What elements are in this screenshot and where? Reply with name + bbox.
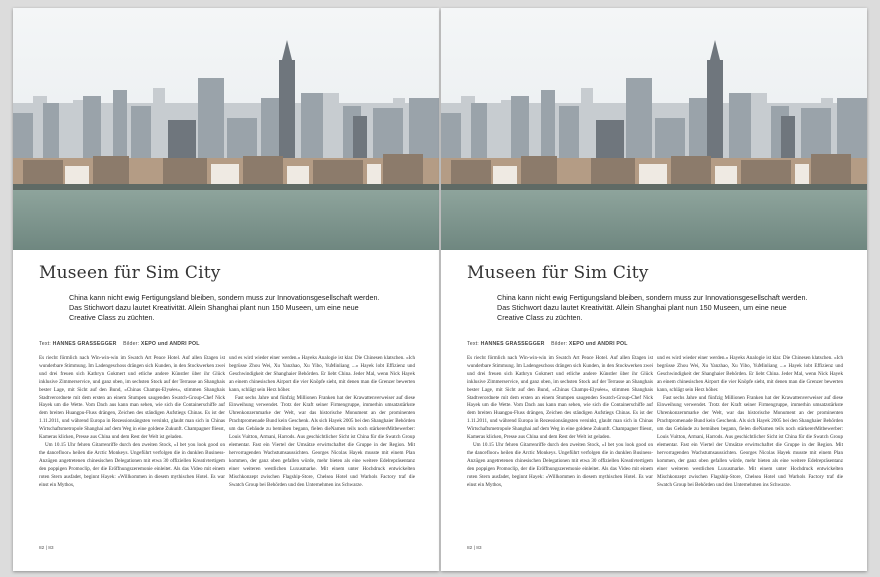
body-paragraph: Um 10.15 Uhr fehren Gitarrenriffe durch den zweiten Stock, «I bet you look good on the dancefloor» heilen die Arctic Monkeys. Ungeführt verfolgen die in dunklen Business-Anzügen angetretenen chinesischen Delegationen mit etwa 30 offiziellen Kreativtertigem den poppigen Promoclip, der die Eröffnungszeremonie einleitet. Als das Video mit einem roten Stern ausfadet, beginnt Hayek: «Willkommen in diesem mythischen Hotel. Es war einst ein Mythos,: [467, 441, 653, 488]
image-credit-label: Bilder:: [551, 341, 568, 347]
shanghai-skyline-photo: [13, 8, 439, 250]
shanghai-skyline-photo: [441, 8, 867, 250]
article-lead: China kann nicht ewig Fertigungsland bleiben, sondern muss zur Innovationsgesellschaft werden. Das Stichwort dazu lautet Kreativität. Allein Shanghai plant nun 150 Museen, um eine neue Creative Class zu züchten.: [69, 293, 380, 322]
text-credit-label: Text:: [467, 341, 479, 347]
article-title: Museen für Sim City: [467, 263, 649, 283]
body-column-2: [229, 355, 415, 533]
page-folio: 82 | 83: [467, 546, 482, 551]
page-folio: 82 | 83: [39, 546, 54, 551]
body-paragraph: Fast sechs Jahre und fünfzig Millionen Franken hat der Krawattenverweiser auf diese Einweihung verwendet. Trotz der Kraft seiner Firmengruppe, immerhin umsatzstärkste Uhrenkonzernmarke der Welt, war das historische Monument an der prominenten Prachtpromenade Bund kein Geschenk. Als sich Hayek 2005 bei den Shanghaier Behörden um das Gebäude zu bemühen begann, fielen dieNamen teils noch stärkererMitbewerber: Louis Vuitton, Armani, Harrods. Aus geschichtlicher Sicht ist China für die Swatch Group elementar. Fast ein Viertel der Umsätze erwirtschaftet die Gruppe in der Region. Mit hervorragenden Wachstumsaussichten. Georges Nicolas Hayek musste mit einem Plan kommen, der ganz oben gefallen würde, mehr bieten als eine weitere Edelrepräsentanz einer weiteren westlichen Luxusmarke. Mit einem unter Hochdruck entwickelten Mischkonzept zwischen Flagship-Store, Chelsea Hotel und Warhols Factory traf die Swatch Group bei Behörden und den Unternehmen ins Schwarze.: [657, 394, 843, 488]
body-paragraph: Fast sechs Jahre und fünfzig Millionen Franken hat der Krawattenverweiser auf diese Einweihung verwendet. Trotz der Kraft seiner Firmengruppe, immerhin umsatzstärkste Uhrenkonzernmarke der Welt, war das historische Monument an der prominenten Prachtpromenade Bund kein Geschenk. Als sich Hayek 2005 bei den Shanghaier Behörden um das Gebäude zu bemühen begann, fielen dieNamen teils noch stärkererMitbewerber: Louis Vuitton, Armani, Harrods. Aus geschichtlicher Sicht ist China für die Swatch Group elementar. Fast ein Viertel der Umsätze erwirtschaftet die Gruppe in der Region. Mit hervorragenden Wachstumsaussichten. Georges Nicolas Hayek musste mit einem Plan kommen, der ganz oben gefallen würde, mehr bieten als eine weitere Edelrepräsentanz einer weiteren westlichen Luxusmarke. Mit einem unter Hochdruck entwickelten Mischkonzept zwischen Flagship-Store, Chelsea Hotel und Warhols Factory traf die Swatch Group bei Behörden und den Unternehmen ins Schwarze.: [229, 394, 415, 488]
body-column-2: [657, 355, 843, 533]
image-credit-label: Bilder:: [123, 341, 140, 347]
body-paragraph: Es riecht förmlich nach Win-win-win im Swatch Art Peace Hotel. Auf allen Etagen ist wunderbare Stimmung. Im Ladengeschoss drängen sich Kunden, in den Stockwerken zwei und drei freuen sich Kathryn Gokmert und etliche andere Künstler über ihr Glück inklusive Zimmerservice, und ganz oben, im sechsten Stock auf der Terrasse an Shanghais bester Lage, mit Sicht auf den Bund, «Chinas Champs-Elysées», stimmen Shanghais Stadtverordnete mit dem ersten an einem Stumpen saugenden Swatch-Group-Chef Nick Hayek um die Wette. Vom Dach aus kann man sehen, wie sich die Containerschiffe auf dem breiten Huangpu-Fluss drängen, Zeichen des ständigen Aufstiegs Chinas. Es ist der 1.11.2011, und während Europa in Rezessionsängsten versinkt, glaubt man sich in Chinas Wirtschaftsmetropole Shanghai auf dem Weg in eine goldene Zukunft. Champagner fliesst, Kameras klicken, Presse aus China und dem Rest der Welt ist geladen.: [39, 355, 225, 441]
body-column-1: [467, 355, 653, 533]
article-credits: [467, 341, 628, 347]
body-column-1: [39, 355, 225, 533]
image-credit-author: XEPO und ANDRI POL: [140, 341, 200, 347]
text-credit-author: HANNES GRASSEGGER: [480, 341, 545, 347]
article-title: Museen für Sim City: [39, 263, 221, 283]
text-credit-label: Text:: [39, 341, 51, 347]
body-paragraph: und es wird wieder einer werden.» Hayeks Analogie ist klar. Die Chinesen klatschen. «Ich begrüsse Zhou Wei, Xu Yanzhao, Xu Yibo, YuMinliang ...» Hayek lobt Effizienz und Geschwindigkeit der Shanghaier Behörden. Er liebt China. Jeder Mal, wenn Nick Hayek an einem chinesischen Airport die vier Knöpfe sieht, mit denen man die Grenzer bewerten kann, schlägt sein Herz höher.: [229, 355, 415, 393]
body-paragraph: Es riecht förmlich nach Win-win-win im Swatch Art Peace Hotel. Auf allen Etagen ist wunderbare Stimmung. Im Ladengeschoss drängen sich Kunden, in den Stockwerken zwei und drei freuen sich Kathryn Gokmert und etliche andere Künstler über ihr Glück inklusive Zimmerservice, und ganz oben, im sechsten Stock auf der Terrasse an Shanghais bester Lage, mit Sicht auf den Bund, «Chinas Champs-Elysées», stimmen Shanghais Stadtverordnete mit dem ersten an einem Stumpen saugenden Swatch-Group-Chef Nick Hayek um die Wette. Vom Dach aus kann man sehen, wie sich die Containerschiffe auf dem breiten Huangpu-Fluss drängen, Zeichen des ständigen Aufstiegs Chinas. Es ist der 1.11.2011, und während Europa in Rezessionsängsten versinkt, glaubt man sich in Chinas Wirtschaftsmetropole Shanghai auf dem Weg in eine goldene Zukunft. Champagner fliesst, Kameras klicken, Presse aus China und dem Rest der Welt ist geladen.: [467, 355, 653, 441]
right-page: [441, 8, 867, 571]
article-lead: China kann nicht ewig Fertigungsland bleiben, sondern muss zur Innovationsgesellschaft werden. Das Stichwort dazu lautet Kreativität. Allein Shanghai plant nun 150 Museen, um eine neue Creative Class zu züchten.: [497, 293, 808, 322]
text-credit-author: HANNES GRASSEGGER: [52, 341, 117, 347]
image-credit-author: XEPO und ANDRI POL: [568, 341, 628, 347]
body-paragraph: Um 10.15 Uhr fehren Gitarrenriffe durch den zweiten Stock, «I bet you look good on the dancefloor» heilen die Arctic Monkeys. Ungeführt verfolgen die in dunklen Business-Anzügen angetretenen chinesischen Delegationen mit etwa 30 offiziellen Kreativtertigem den poppigen Promoclip, der die Eröffnungszeremonie einleitet. Als das Video mit einem roten Stern ausfadet, beginnt Hayek: «Willkommen in diesem mythischen Hotel. Es war einst ein Mythos,: [39, 441, 225, 488]
article-credits: [39, 341, 200, 347]
left-page: [13, 8, 439, 571]
body-paragraph: und es wird wieder einer werden.» Hayeks Analogie ist klar. Die Chinesen klatschen. «Ich begrüsse Zhou Wei, Xu Yanzhao, Xu Yibo, YuMinliang ...» Hayek lobt Effizienz und Geschwindigkeit der Shanghaier Behörden. Er liebt China. Jeder Mal, wenn Nick Hayek an einem chinesischen Airport die vier Knöpfe sieht, mit denen man die Grenzer bewerten kann, schlägt sein Herz höher.: [657, 355, 843, 393]
